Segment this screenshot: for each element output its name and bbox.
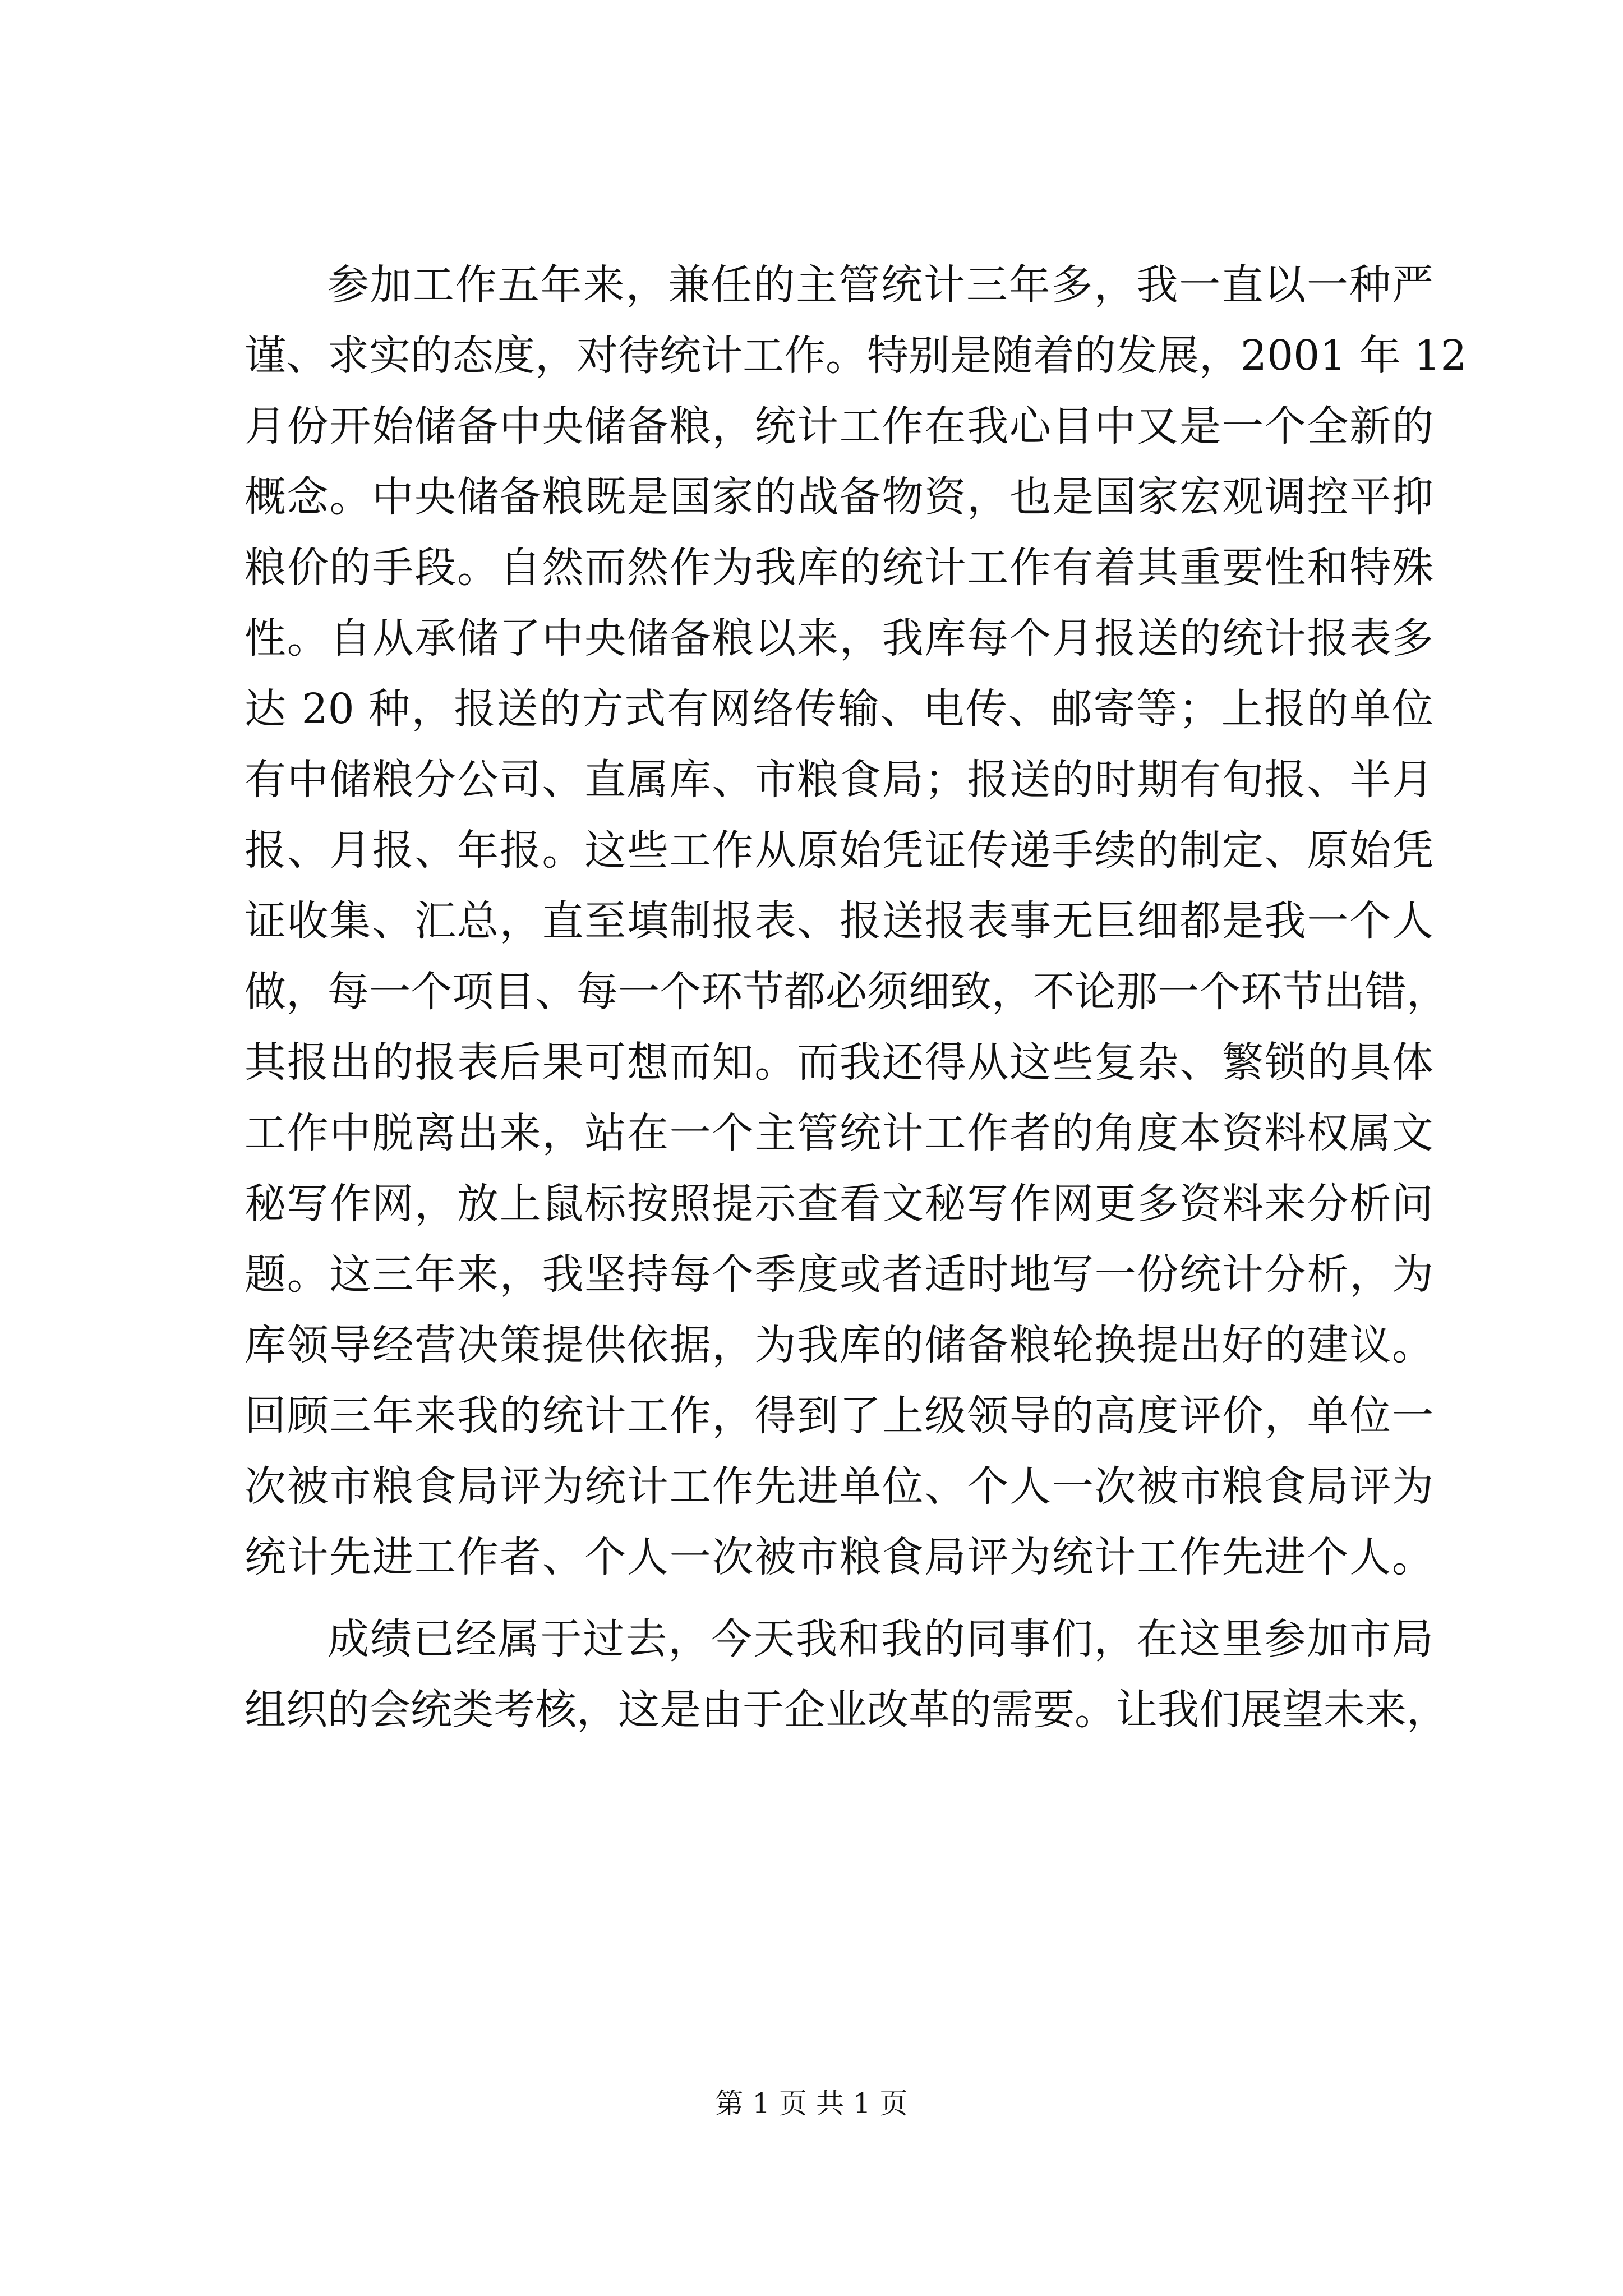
paragraph-gap bbox=[245, 1593, 1433, 1604]
paragraph-line: 概念。中央储备粮既是国家的战备物资，也是国家宏观调控平抑 bbox=[245, 473, 1433, 521]
paragraph-line: 成绩已经属于过去，今天我和我的同事们，在这里参加市局 bbox=[328, 1615, 1433, 1663]
paragraph-line: 报、月报、年报。这些工作从原始凭证传递手续的制定、原始凭 bbox=[245, 826, 1433, 875]
paragraph-line: 组织的会统类考核，这是由于企业改革的需要。让我们展望未来， bbox=[245, 1686, 1448, 1734]
paragraph-line: 有中储粮分公司、直属库、市粮食局；报送的时期有旬报、半月 bbox=[245, 756, 1433, 804]
body-text bbox=[245, 250, 1467, 1745]
paragraph-line: 证收集、汇总，直至填制报表、报送报表事无巨细都是我一个人 bbox=[245, 897, 1433, 945]
paragraph-line: 秘写作网，放上鼠标按照提示查看文秘写作网更多资料来分析问 bbox=[245, 1180, 1433, 1228]
paragraph-line: 题。这三年来，我坚持每个季度或者适时地写一份统计分析，为 bbox=[245, 1250, 1433, 1299]
paragraph-line: 工作中脱离出来，站在一个主管统计工作者的角度本资料权属文 bbox=[245, 1109, 1433, 1157]
paragraph-2 bbox=[245, 1604, 1448, 1745]
paragraph-line: 谨、求实的态度，对待统计工作。特别是随着的发展，2001 年 12 bbox=[245, 332, 1467, 380]
paragraph-line: 月份开始储备中央储备粮，统计工作在我心目中又是一个全新的 bbox=[245, 402, 1433, 450]
paragraph-line: 粮价的手段。自然而然作为我库的统计工作有着其重要性和特殊 bbox=[245, 544, 1433, 592]
paragraph-1 bbox=[245, 250, 1467, 1593]
paragraph-line: 达 20 种，报送的方式有网络传输、电传、邮寄等；上报的单位 bbox=[245, 685, 1433, 733]
paragraph-line: 其报出的报表后果可想而知。而我还得从这些复杂、繁锁的具体 bbox=[245, 1038, 1433, 1087]
paragraph-line: 库领导经营决策提供依据，为我库的储备粮轮换提出好的建议。 bbox=[245, 1321, 1433, 1369]
paragraph-line: 回顾三年来我的统计工作，得到了上级领导的高度评价，单位一 bbox=[245, 1392, 1433, 1440]
paragraph-line: 统计先进工作者、个人一次被市粮食局评为统计工作先进个人。 bbox=[245, 1533, 1433, 1581]
paragraph-line: 参加工作五年来，兼任的主管统计三年多，我一直以一种严 bbox=[328, 261, 1433, 309]
paragraph-line: 做，每一个项目、每一个环节都必须细致，不论那一个环节出错， bbox=[245, 968, 1448, 1016]
paragraph-line: 性。自从承储了中央储备粮以来，我库每个月报送的统计报表多 bbox=[245, 614, 1433, 662]
paragraph-line: 次被市粮食局评为统计工作先进单位、个人一次被市粮食局评为 bbox=[245, 1462, 1433, 1511]
page-footer: 第 1 页 共 1 页 bbox=[715, 2087, 908, 2120]
